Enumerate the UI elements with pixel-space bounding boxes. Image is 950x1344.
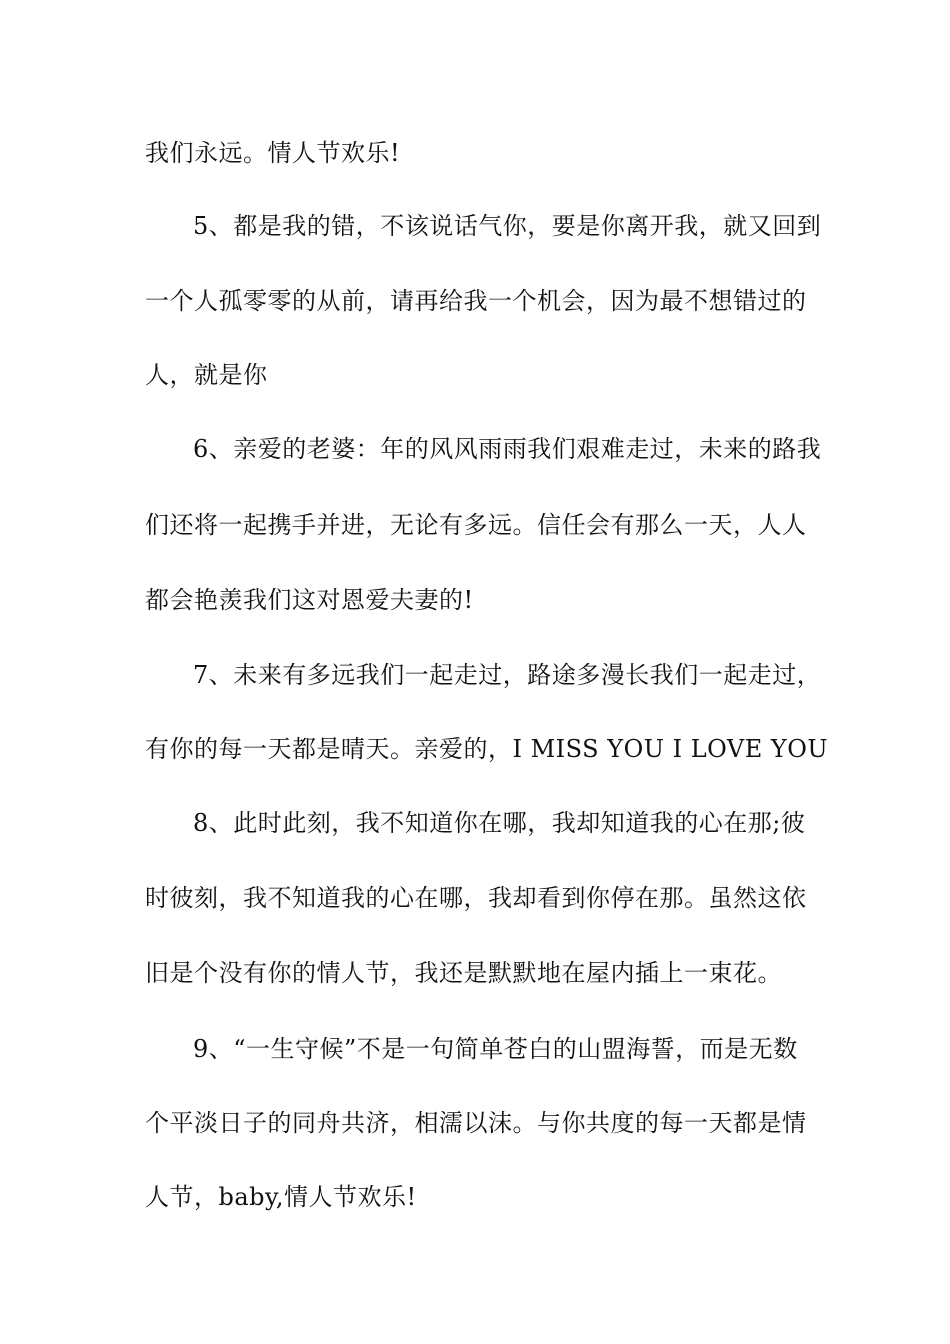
item-7-line-1: 7、未来有多远我们一起走过，路途多漫长我们一起走过， bbox=[193, 661, 822, 689]
item-8-line-2: 时彼刻，我不知道我的心在哪，我却看到你停在那。虽然这依 bbox=[145, 884, 807, 912]
item-5-line-3: 人，就是你 bbox=[145, 361, 268, 389]
text-line: 我们永远。情人节欢乐! bbox=[145, 139, 401, 167]
item-6-line-3: 都会艳羡我们这对恩爱夫妻的! bbox=[145, 586, 474, 614]
item-8-line-1: 8、此时此刻，我不知道你在哪，我却知道我的心在那;彼 bbox=[193, 809, 806, 837]
item-5-line-1: 5、都是我的错，不该说话气你，要是你离开我，就又回到 bbox=[193, 212, 822, 240]
item-6-line-2: 们还将一起携手并进，无论有多远。信任会有那么一天，人人 bbox=[145, 511, 807, 539]
item-5-line-2: 一个人孤零零的从前，请再给我一个机会，因为最不想错过的 bbox=[145, 287, 807, 315]
item-7-line-2: 有你的每一天都是晴天。亲爱的，I MISS YOU I LOVE YOU bbox=[145, 735, 829, 763]
item-9-line-3: 人节，baby,情人节欢乐! bbox=[145, 1183, 417, 1211]
item-9-line-2: 个平淡日子的同舟共济，相濡以沫。与你共度的每一天都是情 bbox=[145, 1109, 807, 1137]
item-8-line-3: 旧是个没有你的情人节，我还是默默地在屋内插上一束花。 bbox=[145, 959, 782, 987]
item-6-line-1: 6、亲爱的老婆：年的风风雨雨我们艰难走过，未来的路我 bbox=[193, 435, 822, 463]
item-9-line-1: 9、“一生守候”不是一句简单苍白的山盟海誓，而是无数 bbox=[193, 1035, 798, 1063]
